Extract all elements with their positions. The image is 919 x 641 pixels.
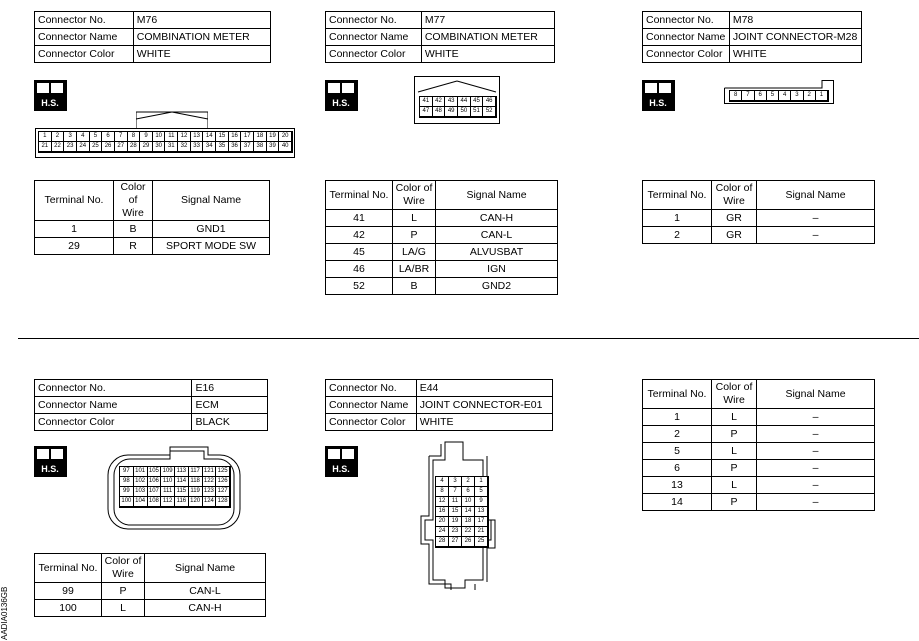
pin: 23 (448, 526, 462, 537)
pin: 114 (174, 476, 189, 487)
pin: 123 (202, 486, 217, 497)
pin: 18 (461, 516, 475, 527)
pin: 118 (188, 476, 203, 487)
pin: 27 (448, 536, 462, 547)
m76-connector-name: COMBINATION METER (133, 29, 270, 46)
pin: 23 (63, 141, 77, 152)
pin: 5 (474, 486, 488, 497)
pin: 26 (461, 536, 475, 547)
table-row: 13 L – (643, 477, 875, 494)
pin: 109 (160, 466, 175, 477)
pin: 6 (461, 486, 475, 497)
pin: 116 (174, 496, 189, 507)
pin: 1 (815, 90, 828, 101)
table-row: 99 P CAN-L (35, 583, 266, 600)
pin: 24 (76, 141, 90, 152)
pin: 105 (147, 466, 162, 477)
pin: 110 (160, 476, 175, 487)
pin: 8 (435, 486, 449, 497)
pin: 44 (457, 96, 471, 107)
m78-pin-grid (729, 90, 829, 102)
pin: 99 (119, 486, 134, 497)
pin: 35 (215, 141, 229, 152)
e16-connector-no: E16 (192, 380, 268, 397)
pin: 8 (127, 131, 141, 142)
pin: 19 (266, 131, 280, 142)
pin: 16 (435, 506, 449, 517)
m76-info-table: Connector No. M76 Connector Name COMBINATION METER Connector Color WHITE (34, 11, 271, 63)
pin: 46 (482, 96, 496, 107)
pin: 10 (152, 131, 166, 142)
pin: 2 (51, 131, 65, 142)
pin: 1 (474, 476, 488, 487)
pin: 12 (435, 496, 449, 507)
pin: 50 (457, 106, 471, 117)
e44-pin-grid (435, 476, 489, 548)
pin: 48 (432, 106, 446, 117)
pin: 2 (803, 90, 816, 101)
pin: 5 (766, 90, 779, 101)
table-row: 41 L CAN-H (326, 210, 558, 227)
pin: 49 (444, 106, 458, 117)
pin: 51 (470, 106, 484, 117)
pin: 108 (147, 496, 162, 507)
pin: 124 (202, 496, 217, 507)
pin: 113 (174, 466, 189, 477)
m77-connector-name: COMBINATION METER (421, 29, 554, 46)
pin: 15 (448, 506, 462, 517)
pin: 25 (474, 536, 488, 547)
e16-connector-color: BLACK (192, 414, 268, 431)
pin: 11 (164, 131, 178, 142)
pin: 122 (202, 476, 217, 487)
m77-signal-table: Terminal No. Color of Wire Signal Name 41 L CAN-H 42 P CAN-L 45 LA/G ALVUSBAT 46 LA/BR IGN 52 B GND2 (325, 180, 558, 295)
pin: 17 (474, 516, 488, 527)
table-row: 2 P – (643, 426, 875, 443)
pin: 26 (101, 141, 115, 152)
e16-pin-grid (119, 466, 231, 508)
pin: 103 (133, 486, 148, 497)
pin: 7 (741, 90, 754, 101)
svg-text:H.S.: H.S. (41, 464, 59, 474)
pin: 22 (461, 526, 475, 537)
pin: 14 (461, 506, 475, 517)
pin: 9 (474, 496, 488, 507)
pin: 21 (38, 141, 52, 152)
pin: 40 (278, 141, 292, 152)
figure-id: AADIA0136GB (0, 586, 9, 640)
pin: 15 (215, 131, 229, 142)
pin: 104 (133, 496, 148, 507)
e44-connector-no: E44 (416, 380, 552, 397)
pin: 45 (470, 96, 484, 107)
pin: 33 (190, 141, 204, 152)
pin: 127 (215, 486, 230, 497)
pin: 34 (202, 141, 216, 152)
pin: 19 (448, 516, 462, 527)
pin: 106 (147, 476, 162, 487)
section-divider (18, 338, 919, 339)
pin: 21 (474, 526, 488, 537)
table-row: 14 P – (643, 494, 875, 511)
m78-info-table: Connector No. M78 Connector Name JOINT CONNECTOR-M28 Connector Color WHITE (642, 11, 862, 63)
pin: 20 (278, 131, 292, 142)
m77-connector-color: WHITE (421, 46, 554, 63)
pin: 41 (419, 96, 433, 107)
pin: 18 (253, 131, 267, 142)
table-row: 52 B GND2 (326, 278, 558, 295)
pin: 37 (240, 141, 254, 152)
pin: 8 (729, 90, 742, 101)
hs-icon (642, 80, 675, 111)
svg-text:H.S.: H.S. (332, 98, 350, 108)
e44-connector-color: WHITE (416, 414, 552, 431)
pin: 7 (114, 131, 128, 142)
pin: 112 (160, 496, 175, 507)
pin: 22 (51, 141, 65, 152)
pin: 52 (482, 106, 496, 117)
table-row: 6 P – (643, 460, 875, 477)
pin: 128 (215, 496, 230, 507)
m78-connector-no: M78 (729, 12, 861, 29)
pin: 24 (435, 526, 449, 537)
pin: 31 (164, 141, 178, 152)
pin: 36 (228, 141, 242, 152)
table-row: 45 LA/G ALVUSBAT (326, 244, 558, 261)
e44-info-table: Connector No. E44 Connector Name JOINT CONNECTOR-E01 Connector Color WHITE (325, 379, 553, 431)
table-row: 2 GR – (643, 227, 875, 244)
pin: 29 (139, 141, 153, 152)
m76-signal-table: Terminal No. Color of Wire Signal Name 1 B GND1 29 R SPORT MODE SW (34, 180, 270, 255)
m76-connector-lock (136, 111, 208, 129)
pin: 111 (160, 486, 175, 497)
pin: 117 (188, 466, 203, 477)
table-row: 5 L – (643, 443, 875, 460)
e16-signal-table: Terminal No. Color of Wire Signal Name 99 P CAN-L 100 L CAN-H (34, 553, 266, 617)
pin: 4 (76, 131, 90, 142)
pin: 126 (215, 476, 230, 487)
pin: 47 (419, 106, 433, 117)
pin: 13 (474, 506, 488, 517)
pin: 3 (790, 90, 803, 101)
svg-text:H.S.: H.S. (649, 98, 667, 108)
m76-connector-color: WHITE (133, 46, 270, 63)
pin: 6 (754, 90, 767, 101)
pin: 3 (63, 131, 77, 142)
hs-icon (325, 80, 358, 111)
table-row: 100 L CAN-H (35, 600, 266, 617)
pin: 30 (152, 141, 166, 152)
pin: 107 (147, 486, 162, 497)
svg-text:H.S.: H.S. (41, 98, 59, 108)
m78-connector-color: WHITE (729, 46, 861, 63)
pin: 119 (188, 486, 203, 497)
hs-icon (325, 446, 358, 477)
pin: 5 (89, 131, 103, 142)
pin: 120 (188, 496, 203, 507)
pin: 102 (133, 476, 148, 487)
pin: 1 (38, 131, 52, 142)
pin: 101 (133, 466, 148, 477)
pin: 13 (190, 131, 204, 142)
pin: 16 (228, 131, 242, 142)
pin: 121 (202, 466, 217, 477)
m76-pin-grid (38, 131, 293, 153)
pin: 4 (778, 90, 791, 101)
table-row: 1 B GND1 (35, 221, 270, 238)
e16-info-table: Connector No. E16 Connector Name ECM Connector Color BLACK (34, 379, 268, 431)
m78-signal-table: Terminal No. Color of Wire Signal Name 1 GR – 2 GR – (642, 180, 875, 244)
pin: 98 (119, 476, 134, 487)
pin: 3 (448, 476, 462, 487)
pin: 7 (448, 486, 462, 497)
e44-connector-name: JOINT CONNECTOR-E01 (416, 397, 552, 414)
pin: 28 (435, 536, 449, 547)
hs-icon (34, 446, 67, 477)
table-row: 29 R SPORT MODE SW (35, 238, 270, 255)
pin: 100 (119, 496, 134, 507)
pin: 28 (127, 141, 141, 152)
pin: 12 (177, 131, 191, 142)
hs-icon (34, 80, 67, 111)
m77-pin-grid (419, 96, 497, 118)
table-row: 42 P CAN-L (326, 227, 558, 244)
svg-text:H.S.: H.S. (332, 464, 350, 474)
pin: 38 (253, 141, 267, 152)
pin: 97 (119, 466, 134, 477)
pin: 17 (240, 131, 254, 142)
pin: 4 (435, 476, 449, 487)
pin: 42 (432, 96, 446, 107)
m76-connector-no: M76 (133, 12, 270, 29)
m77-connector-no: M77 (421, 12, 554, 29)
pin: 32 (177, 141, 191, 152)
table-row: 46 LA/BR IGN (326, 261, 558, 278)
pin: 39 (266, 141, 280, 152)
pin: 14 (202, 131, 216, 142)
pin: 9 (139, 131, 153, 142)
e44-signal-table: Terminal No. Color of Wire Signal Name 1 L – 2 P – 5 L – 6 P – 13 L – 14 P – (642, 379, 875, 511)
pin: 25 (89, 141, 103, 152)
pin: 2 (461, 476, 475, 487)
pin: 20 (435, 516, 449, 527)
table-row: 1 L – (643, 409, 875, 426)
table-row: 1 GR – (643, 210, 875, 227)
pin: 10 (461, 496, 475, 507)
pin: 125 (215, 466, 230, 477)
e16-connector-name: ECM (192, 397, 268, 414)
pin: 115 (174, 486, 189, 497)
pin: 27 (114, 141, 128, 152)
pin: 6 (101, 131, 115, 142)
pin: 11 (448, 496, 462, 507)
pin: 43 (444, 96, 458, 107)
m78-connector-name: JOINT CONNECTOR-M28 (729, 29, 861, 46)
m77-info-table: Connector No. M77 Connector Name COMBINATION METER Connector Color WHITE (325, 11, 555, 63)
